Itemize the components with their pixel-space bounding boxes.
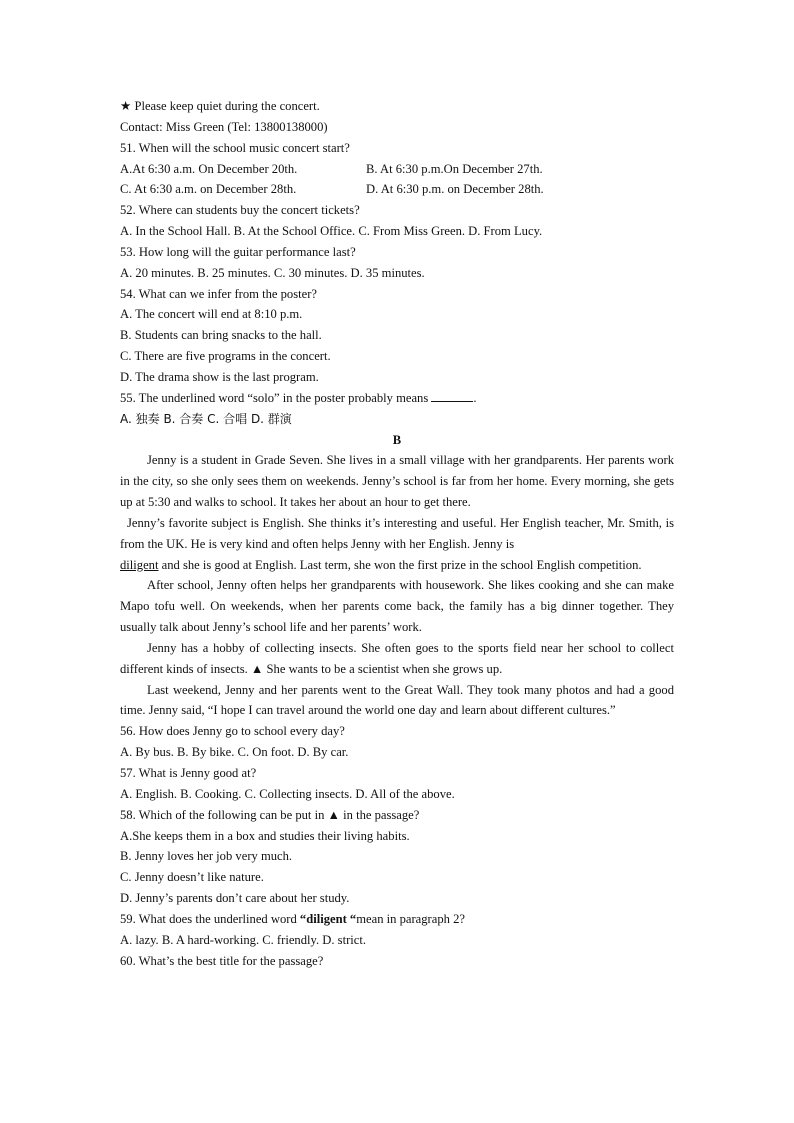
note-contact: Contact: Miss Green (Tel: 13800138000): [120, 119, 328, 134]
option-54-a: A. The concert will end at 8:10 p.m.: [120, 307, 303, 322]
options-59: A. lazy. B. A hard-working. C. friendly. D. strict.: [120, 932, 367, 947]
passage-paragraph-2: [120, 513, 674, 576]
option-51-a: A.At 6:30 a.m. On December 20th.: [120, 161, 298, 176]
options-52: A. In the School Hall. B. At the School Office. C. From Miss Green. D. From Lucy.: [120, 224, 543, 239]
option-58-b: B. Jenny loves her job very much.: [120, 849, 293, 864]
document-page: [120, 96, 674, 971]
underlined-word-diligent: diligent: [120, 557, 159, 572]
section-heading-b: B: [392, 432, 402, 447]
note-quiet: ★ Please keep quiet during the concert.: [120, 99, 320, 113]
option-51-c: C. At 6:30 a.m. on December 28th.: [120, 182, 297, 197]
paragraph-2-start: Jenny’s favorite subject is English. She thinks it’s interesting and useful. Her English teacher, Mr. Smith, is from the UK. He is very kind and often helps Jenny with her English. Jenny is: [120, 515, 674, 551]
option-54-b: B. Students can bring snacks to the hall.: [120, 328, 322, 343]
question-55-text: 55. The underlined word “solo” in the poster probably means: [120, 390, 429, 405]
paragraph-2-end: and she is good at English. Last term, she won the first prize in the school English competition.: [158, 557, 642, 572]
question-58: 58. Which of the following can be put in ▲ in the passage?: [120, 807, 420, 822]
option-51-b: B. At 6:30 p.m.On December 27th.: [366, 161, 543, 176]
question-59: [120, 909, 674, 930]
passage-paragraph-3: After school, Jenny often helps her grandparents with housework. She likes cooking and she can make Mapo tofu well. On weekends, when her parents come back, the family has a big dinner together. They usually talk about Jenny’s school life and her parents’ work.: [120, 578, 674, 635]
option-58-d: D. Jenny’s parents don’t care about her study.: [120, 891, 350, 906]
option-54-d: D. The drama show is the last program.: [120, 369, 319, 384]
options-56: A. By bus. B. By bike. C. On foot. D. By car.: [120, 745, 349, 760]
question-54: 54. What can we infer from the poster?: [120, 286, 317, 301]
question-53: 53. How long will the guitar performance last?: [120, 244, 356, 259]
option-58-a: A.She keeps them in a box and studies their living habits.: [120, 828, 410, 843]
question-55-end: .: [473, 390, 477, 405]
options-51-row2: [120, 179, 674, 200]
question-59-start: 59. What does the underlined word: [120, 911, 300, 926]
question-52: 52. Where can students buy the concert tickets?: [120, 203, 360, 218]
option-58-c: C. Jenny doesn’t like nature.: [120, 870, 264, 885]
passage-paragraph-5: Last weekend, Jenny and her parents went to the Great Wall. They took many photos and had a good time. Jenny said, “I hope I can travel around the world one day and learn about different cultures.”: [120, 682, 674, 718]
question-55: [120, 388, 674, 409]
question-56: 56. How does Jenny go to school every day?: [120, 724, 345, 739]
options-51-row1: [120, 159, 674, 180]
answer-blank: [431, 388, 473, 402]
options-55: A. 独奏 B. 合奏 C. 合唱 D. 群演: [120, 411, 292, 426]
options-57: A. English. B. Cooking. C. Collecting insects. D. All of the above.: [120, 786, 455, 801]
passage-paragraph-4: Jenny has a hobby of collecting insects. She often goes to the sports field near her school to collect different kinds of insects. ▲ She wants to be a scientist when she grows up.: [120, 640, 674, 676]
option-54-c: C. There are five programs in the concert.: [120, 349, 331, 364]
question-59-word: “diligent “: [299, 911, 357, 926]
question-51: 51. When will the school music concert start?: [120, 140, 350, 155]
question-60: 60. What’s the best title for the passage?: [120, 953, 324, 968]
passage-paragraph-1: Jenny is a student in Grade Seven. She lives in a small village with her grandparents. Her parents work in the city, so she only sees them on weekends. Jenny’s school is far from her home. Every morning, she gets up at 5:30 and walks to school. It takes her about an hour to get there.: [120, 453, 674, 510]
question-59-end: mean in paragraph 2?: [356, 911, 465, 926]
options-53: A. 20 minutes. B. 25 minutes. C. 30 minutes. D. 35 minutes.: [120, 265, 425, 280]
question-57: 57. What is Jenny good at?: [120, 766, 257, 780]
option-51-d: D. At 6:30 p.m. on December 28th.: [366, 182, 544, 197]
